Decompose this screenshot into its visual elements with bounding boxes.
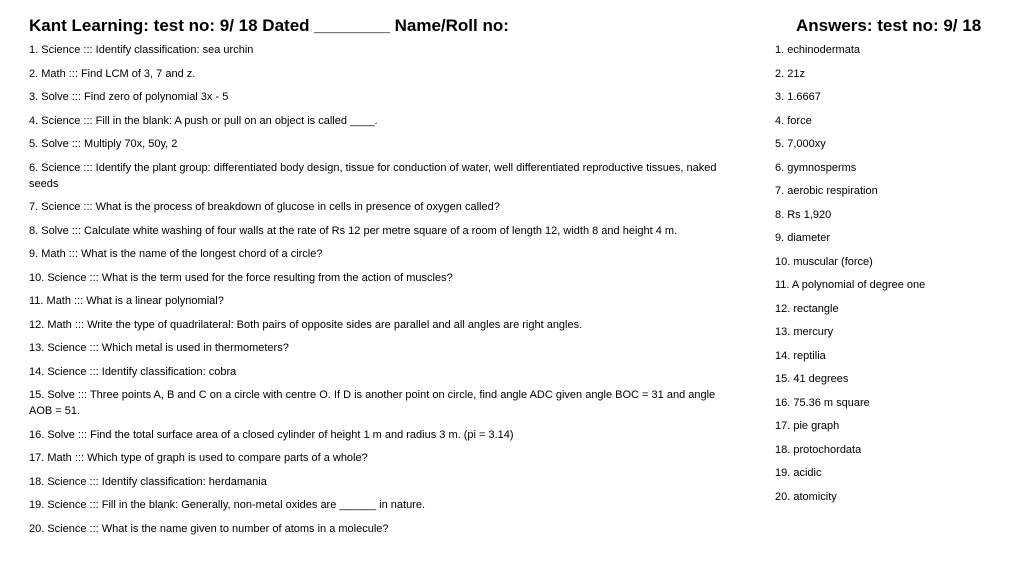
answer-item: 3. 1.6667 xyxy=(775,91,821,103)
answer-item: 13. mercury xyxy=(775,326,834,338)
question-item: 18. Science ::: Identify classification: herdamania xyxy=(29,475,267,488)
answer-item: 2. 21z xyxy=(775,67,805,80)
question-item: 12. Math ::: Write the type of quadrilateral: Both pairs of opposite sides are parallel and all angles are right angles. xyxy=(29,318,583,331)
answers-title: Answers: test no: 9/ 18 xyxy=(796,16,982,35)
question-item: 4. Science ::: Fill in the blank: A push or pull on an object is called ____. xyxy=(29,114,378,127)
answer-item: 8. Rs 1,920 xyxy=(775,208,832,221)
question-item: 20. Science ::: What is the name given to number of atoms in a molecule? xyxy=(29,522,389,535)
question-item: 6. Science ::: Identify the plant group: differentiated body design, tissue for conduction of water, well differentiated reproductive tissues, naked seeds xyxy=(29,161,717,190)
answer-item: 16. 75.36 m square xyxy=(775,396,870,409)
question-item: 2. Math ::: Find LCM of 3, 7 and z. xyxy=(29,67,196,80)
question-item: 15. Solve ::: Three points A, B and C on a circle with centre O. If D is another point on circle, find angle ADC given angle BOC = 31 and angle AOB = 51. xyxy=(29,389,716,417)
question-item: 11. Math ::: What is a linear polynomial? xyxy=(29,295,224,307)
question-item: 3. Solve ::: Find zero of polynomial 3x - 5 xyxy=(29,91,229,103)
answer-item: 9. diameter xyxy=(775,232,831,244)
answer-item: 12. rectangle xyxy=(775,302,839,315)
question-item: 7. Science ::: What is the process of breakdown of glucose in cells in presence of oxygen called? xyxy=(29,201,500,213)
answer-item: 1. echinodermata xyxy=(775,44,860,56)
question-item: 19. Science ::: Fill in the blank: Generally, non-metal oxides are ______ in nature. xyxy=(29,499,426,511)
answer-item: 5. 7,000xy xyxy=(775,138,826,150)
question-item: 17. Math ::: Which type of graph is used to compare parts of a whole? xyxy=(29,452,368,464)
answer-item: 15. 41 degrees xyxy=(775,373,849,385)
question-item: 5. Solve ::: Multiply 70x, 50y, 2 xyxy=(29,138,178,150)
answer-item: 6. gymnosperms xyxy=(775,161,857,174)
question-item: 1. Science ::: Identify classification: sea urchin xyxy=(29,44,254,56)
answer-item: 17. pie graph xyxy=(775,420,840,432)
answer-item: 10. muscular (force) xyxy=(775,255,873,268)
answer-list xyxy=(775,42,1015,512)
question-list xyxy=(29,42,729,544)
answer-item: 20. atomicity xyxy=(775,490,837,503)
answer-item: 4. force xyxy=(775,114,812,127)
answer-item: 14. reptilia xyxy=(775,349,826,362)
question-item: 13. Science ::: Which metal is used in thermometers? xyxy=(29,342,289,354)
answer-item: 19. acidic xyxy=(775,467,822,479)
answer-item: 7. aerobic respiration xyxy=(775,185,878,197)
test-title: Kant Learning: test no: 9/ 18 Dated ________ Name/Roll no: xyxy=(29,16,509,35)
answer-item: 11. A polynomial of degree one xyxy=(775,279,926,291)
question-item: 10. Science ::: What is the term used for the force resulting from the action of muscles? xyxy=(29,271,453,284)
question-item: 14. Science ::: Identify classification: cobra xyxy=(29,365,237,378)
question-item: 16. Solve ::: Find the total surface area of a closed cylinder of height 1 m and radius 3 m. (pi = 3.14) xyxy=(29,428,514,441)
question-item: 9. Math ::: What is the name of the longest chord of a circle? xyxy=(29,248,323,260)
answer-item: 18. protochordata xyxy=(775,443,862,456)
question-item: 8. Solve ::: Calculate white washing of four walls at the rate of Rs 12 per metre square of a room of length 12, width 8 and height 4 m. xyxy=(29,224,678,237)
